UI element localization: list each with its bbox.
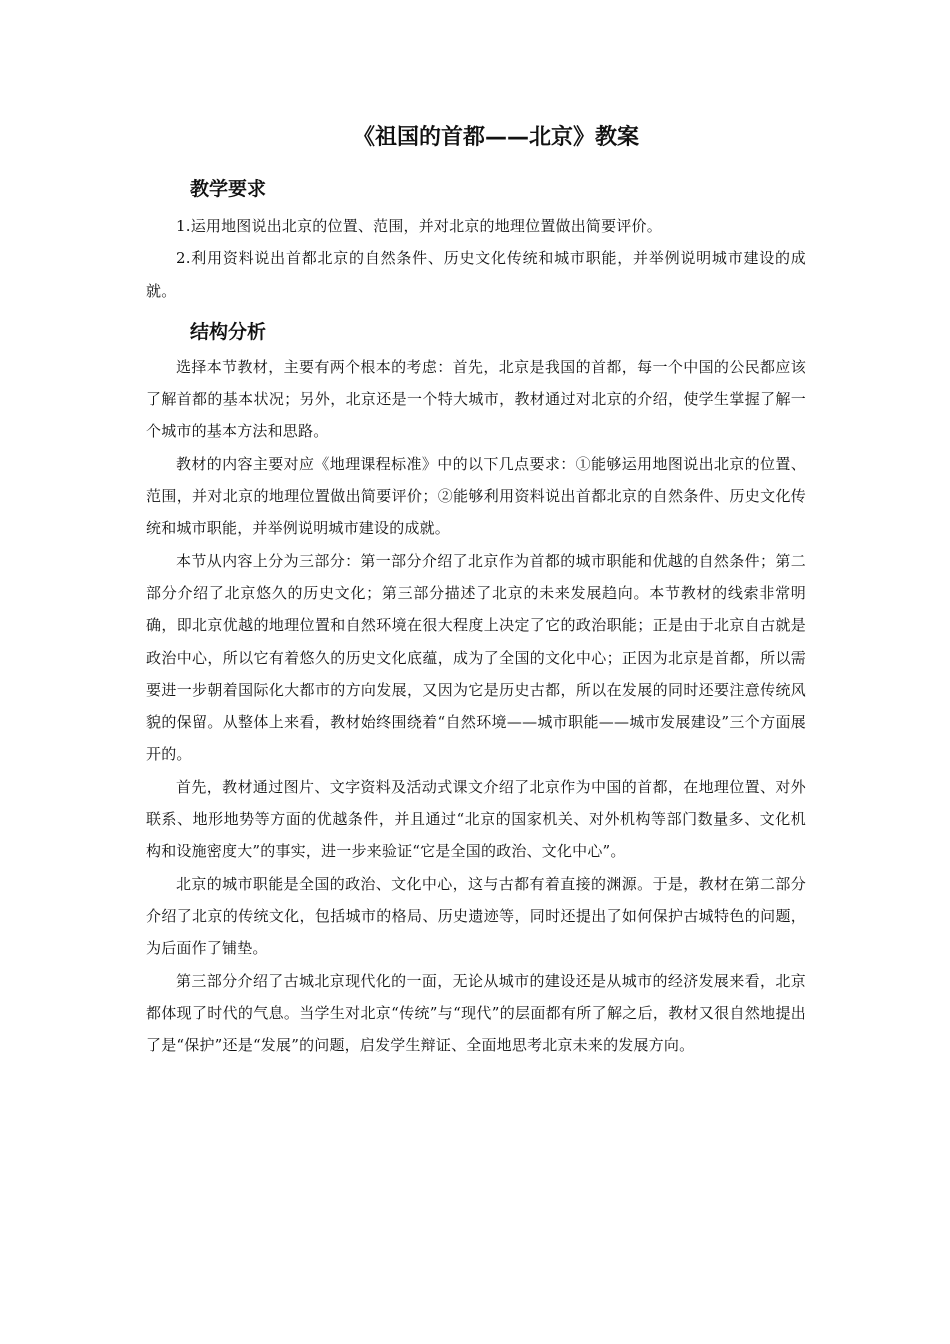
document-page xyxy=(146,118,806,1061)
analysis-paragraph-3: 本节从内容上分为三部分：第一部分介绍了北京作为首都的城市职能和优越的自然条件；第二部分介绍了北京悠久的历史文化；第三部分描述了北京的未来发展趋向。本节教材的线索非常明确，即北京优越的地理位置和自然环境在很大程度上决定了它的政治职能；正是由于北京自古就是政治中心，所以它有着悠久的历史文化底蕴，成为了全国的文化中心；正因为北京是首都，所以需要进一步朝着国际化大都市的方向发展，又因为它是历史古都，所以在发展的同时还要注意传统风貌的保留。从整体上来看，教材始终围绕着“自然环境——城市职能——城市发展建设”三个方面展开的。 xyxy=(146,551,806,764)
analysis-paragraph-2: 教材的内容主要对应《地理课程标准》中的以下几点要求：①能够运用地图说出北京的位置、范围，并对北京的地理位置做出简要评价；②能够利用资料说出首都北京的自然条件、历史文化传统和城市职能，并举例说明城市建设的成就。 xyxy=(146,454,806,538)
requirement-paragraph-1: 1.运用地图说出北京的位置、范围，并对北京的地理位置做出简要评价。 xyxy=(176,217,662,235)
document-title: 《祖国的首都——北京》教案 xyxy=(352,125,639,150)
analysis-paragraph-6: 第三部分介绍了古城北京现代化的一面，无论从城市的建设还是从城市的经济发展来看，北京都体现了时代的气息。当学生对北京“传统”与“现代”的层面都有所了解之后，教材又很自然地提出了是“保护”还是“发展”的问题，启发学生辩证、全面地思考北京未来的发展方向。 xyxy=(146,971,806,1055)
section-heading-structure-analysis: 结构分析 xyxy=(190,320,267,343)
analysis-paragraph-1: 选择本节教材，主要有两个根本的考虑：首先，北京是我国的首都，每一个中国的公民都应该了解首都的基本状况；另外，北京还是一个特大城市，教材通过对北京的介绍，使学生掌握了解一个城市的基本方法和思路。 xyxy=(146,357,806,441)
section-heading-teaching-requirements: 教学要求 xyxy=(190,178,267,200)
analysis-paragraph-5: 北京的城市职能是全国的政治、文化中心，这与古都有着直接的渊源。于是，教材在第二部分介绍了北京的传统文化，包括城市的格局、历史遗迹等，同时还提出了如何保护古城特色的问题，为后面作了铺垫。 xyxy=(146,874,806,958)
requirement-paragraph-2: 2.利用资料说出首都北京的自然条件、历史文化传统和城市职能，并举例说明城市建设的成就。 xyxy=(146,249,806,300)
analysis-paragraph-4: 首先，教材通过图片、文字资料及活动式课文介绍了北京作为中国的首都，在地理位置、对外联系、地形地势等方面的优越条件，并且通过“北京的国家机关、对外机构等部门数量多、文化机构和设施密度大”的事实，进一步来验证“它是全国的政治、文化中心”。 xyxy=(146,777,806,861)
